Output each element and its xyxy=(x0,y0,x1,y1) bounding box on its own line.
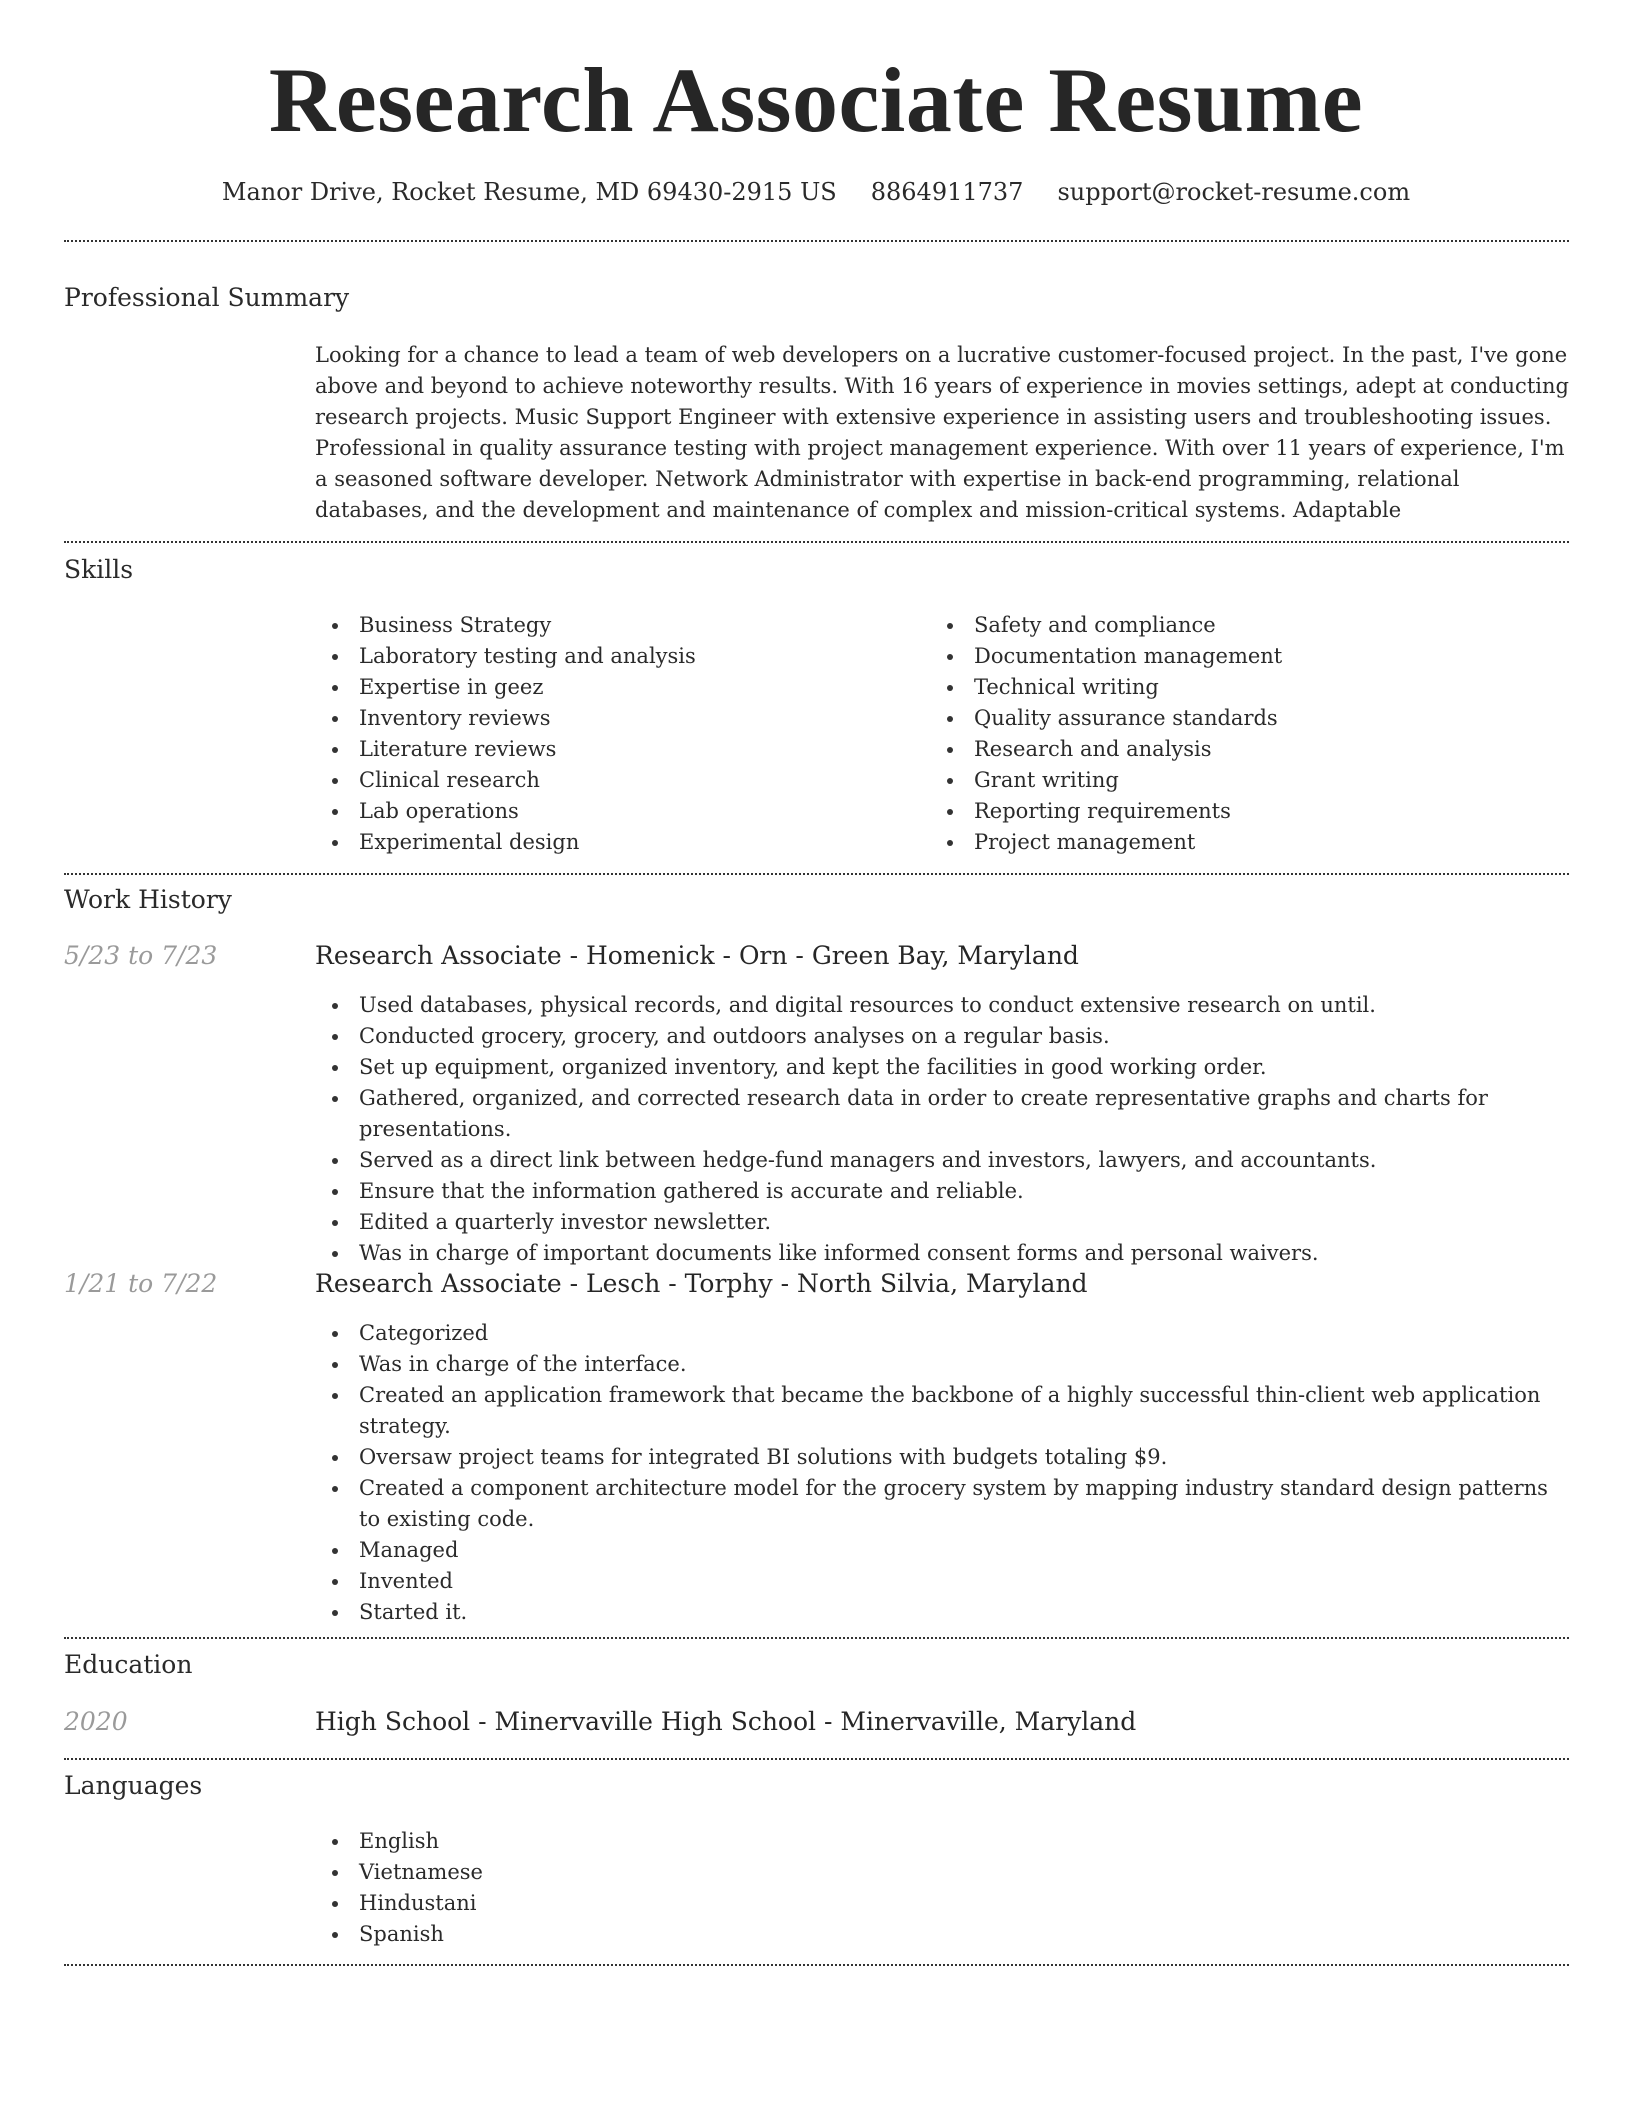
job-bullet: Gathered, organized, and corrected research data in order to create representative graphs and charts for presentations. xyxy=(315,1083,1570,1145)
skill-item: Safety and compliance xyxy=(930,610,1545,641)
education-degree: High School xyxy=(315,1707,471,1736)
job-heading: Research Associate - Homenick - Orn - Green Bay, Maryland xyxy=(315,941,1079,970)
skill-item: Lab operations xyxy=(315,796,930,827)
job-bullet-list xyxy=(315,1318,1570,1628)
job-bullet: Created a component architecture model for the grocery system by mapping industry standard design patterns to existing code. xyxy=(315,1473,1570,1535)
skill-item: Laboratory testing and analysis xyxy=(315,641,930,672)
language-item: English xyxy=(315,1826,1570,1857)
job-dates: 1/21 to 7/22 xyxy=(64,1269,218,1298)
section-title-education: Education xyxy=(64,1650,193,1679)
job-dates: 5/23 to 7/23 xyxy=(64,941,218,970)
skill-item: Clinical research xyxy=(315,765,930,796)
skill-item: Reporting requirements xyxy=(930,796,1545,827)
job-heading: Research Associate - Lesch - Torphy - North Silvia, Maryland xyxy=(315,1269,1088,1298)
skill-item: Literature reviews xyxy=(315,734,930,765)
divider xyxy=(64,541,1569,543)
language-item: Vietnamese xyxy=(315,1857,1570,1888)
contact-phone: 8864911737 xyxy=(870,178,1024,206)
languages-content xyxy=(315,1826,1570,1950)
section-title-languages: Languages xyxy=(64,1771,203,1800)
job-bullet: Set up equipment, organized inventory, and kept the facilities in good working order. xyxy=(315,1052,1570,1083)
job-bullet: Was in charge of important documents like informed consent forms and personal waivers. xyxy=(315,1238,1570,1269)
job-bullet: Used databases, physical records, and digital resources to conduct extensive research on until. xyxy=(315,990,1570,1021)
skill-item: Grant writing xyxy=(930,765,1545,796)
divider xyxy=(64,1758,1569,1760)
job-bullet: Managed xyxy=(315,1535,1570,1566)
section-title-work: Work History xyxy=(64,885,232,914)
education-school: - Minervaville High School - Minervaville, Maryland xyxy=(470,1707,1137,1736)
job-bullet: Ensure that the information gathered is accurate and reliable. xyxy=(315,1176,1570,1207)
skill-item: Inventory reviews xyxy=(315,703,930,734)
skills-list xyxy=(315,610,1570,858)
skills-column-1 xyxy=(315,610,930,858)
divider xyxy=(64,1637,1569,1639)
skill-item: Documentation management xyxy=(930,641,1545,672)
contact-line xyxy=(0,178,1632,206)
summary-text: Looking for a chance to lead a team of web developers on a lucrative customer-focused project. In the past, I've gone above and beyond to achieve noteworthy results. With 16 years of experience in movies settings, adept at conducting research projects. Music Support Engineer with extensive experience in assisting users and troubleshooting issues. Professional in quality assurance testing with project management experience. With over 11 years of experience, I'm a seasoned software developer. Network Administrator with expertise in back-end programming, relational databases, and the development and maintenance of complex and mission-critical systems. Adaptable xyxy=(315,343,1569,522)
skill-item: Business Strategy xyxy=(315,610,930,641)
job-duties xyxy=(315,990,1570,1269)
job-bullet: Categorized xyxy=(315,1318,1570,1349)
skill-item: Research and analysis xyxy=(930,734,1545,765)
summary-content xyxy=(315,340,1570,526)
section-title-summary: Professional Summary xyxy=(64,283,350,312)
job-bullet: Conducted grocery, grocery, and outdoors analyses on a regular basis. xyxy=(315,1021,1570,1052)
skill-item: Experimental design xyxy=(315,827,930,858)
contact-email: support@rocket-resume.com xyxy=(1057,178,1411,206)
language-item: Spanish xyxy=(315,1919,1570,1950)
section-title-skills: Skills xyxy=(64,555,134,584)
job-duties xyxy=(315,1318,1570,1628)
divider xyxy=(64,1964,1569,1966)
job-bullet: Invented xyxy=(315,1566,1570,1597)
job-bullet: Edited a quarterly investor newsletter. xyxy=(315,1207,1570,1238)
job-bullet: Created an application framework that became the backbone of a highly successful thin-client web application strategy. xyxy=(315,1380,1570,1442)
skill-item: Technical writing xyxy=(930,672,1545,703)
job-bullet: Served as a direct link between hedge-fund managers and investors, lawyers, and accountants. xyxy=(315,1145,1570,1176)
skill-item: Project management xyxy=(930,827,1545,858)
skills-column-2 xyxy=(930,610,1545,858)
divider xyxy=(64,873,1569,875)
skill-item: Expertise in geez xyxy=(315,672,930,703)
education-year: 2020 xyxy=(64,1707,128,1736)
job-bullet: Was in charge of the interface. xyxy=(315,1349,1570,1380)
job-bullet: Oversaw project teams for integrated BI solutions with budgets totaling $9. xyxy=(315,1442,1570,1473)
education-entry xyxy=(315,1707,1136,1736)
language-item: Hindustani xyxy=(315,1888,1570,1919)
contact-address: Manor Drive, Rocket Resume, MD 69430-2915 US xyxy=(221,178,837,206)
languages-list xyxy=(315,1826,1570,1950)
job-bullet: Started it. xyxy=(315,1597,1570,1628)
resume-name: Research Associate Resume xyxy=(268,49,1364,151)
job-bullet-list xyxy=(315,990,1570,1269)
skill-item: Quality assurance standards xyxy=(930,703,1545,734)
divider xyxy=(64,240,1569,242)
